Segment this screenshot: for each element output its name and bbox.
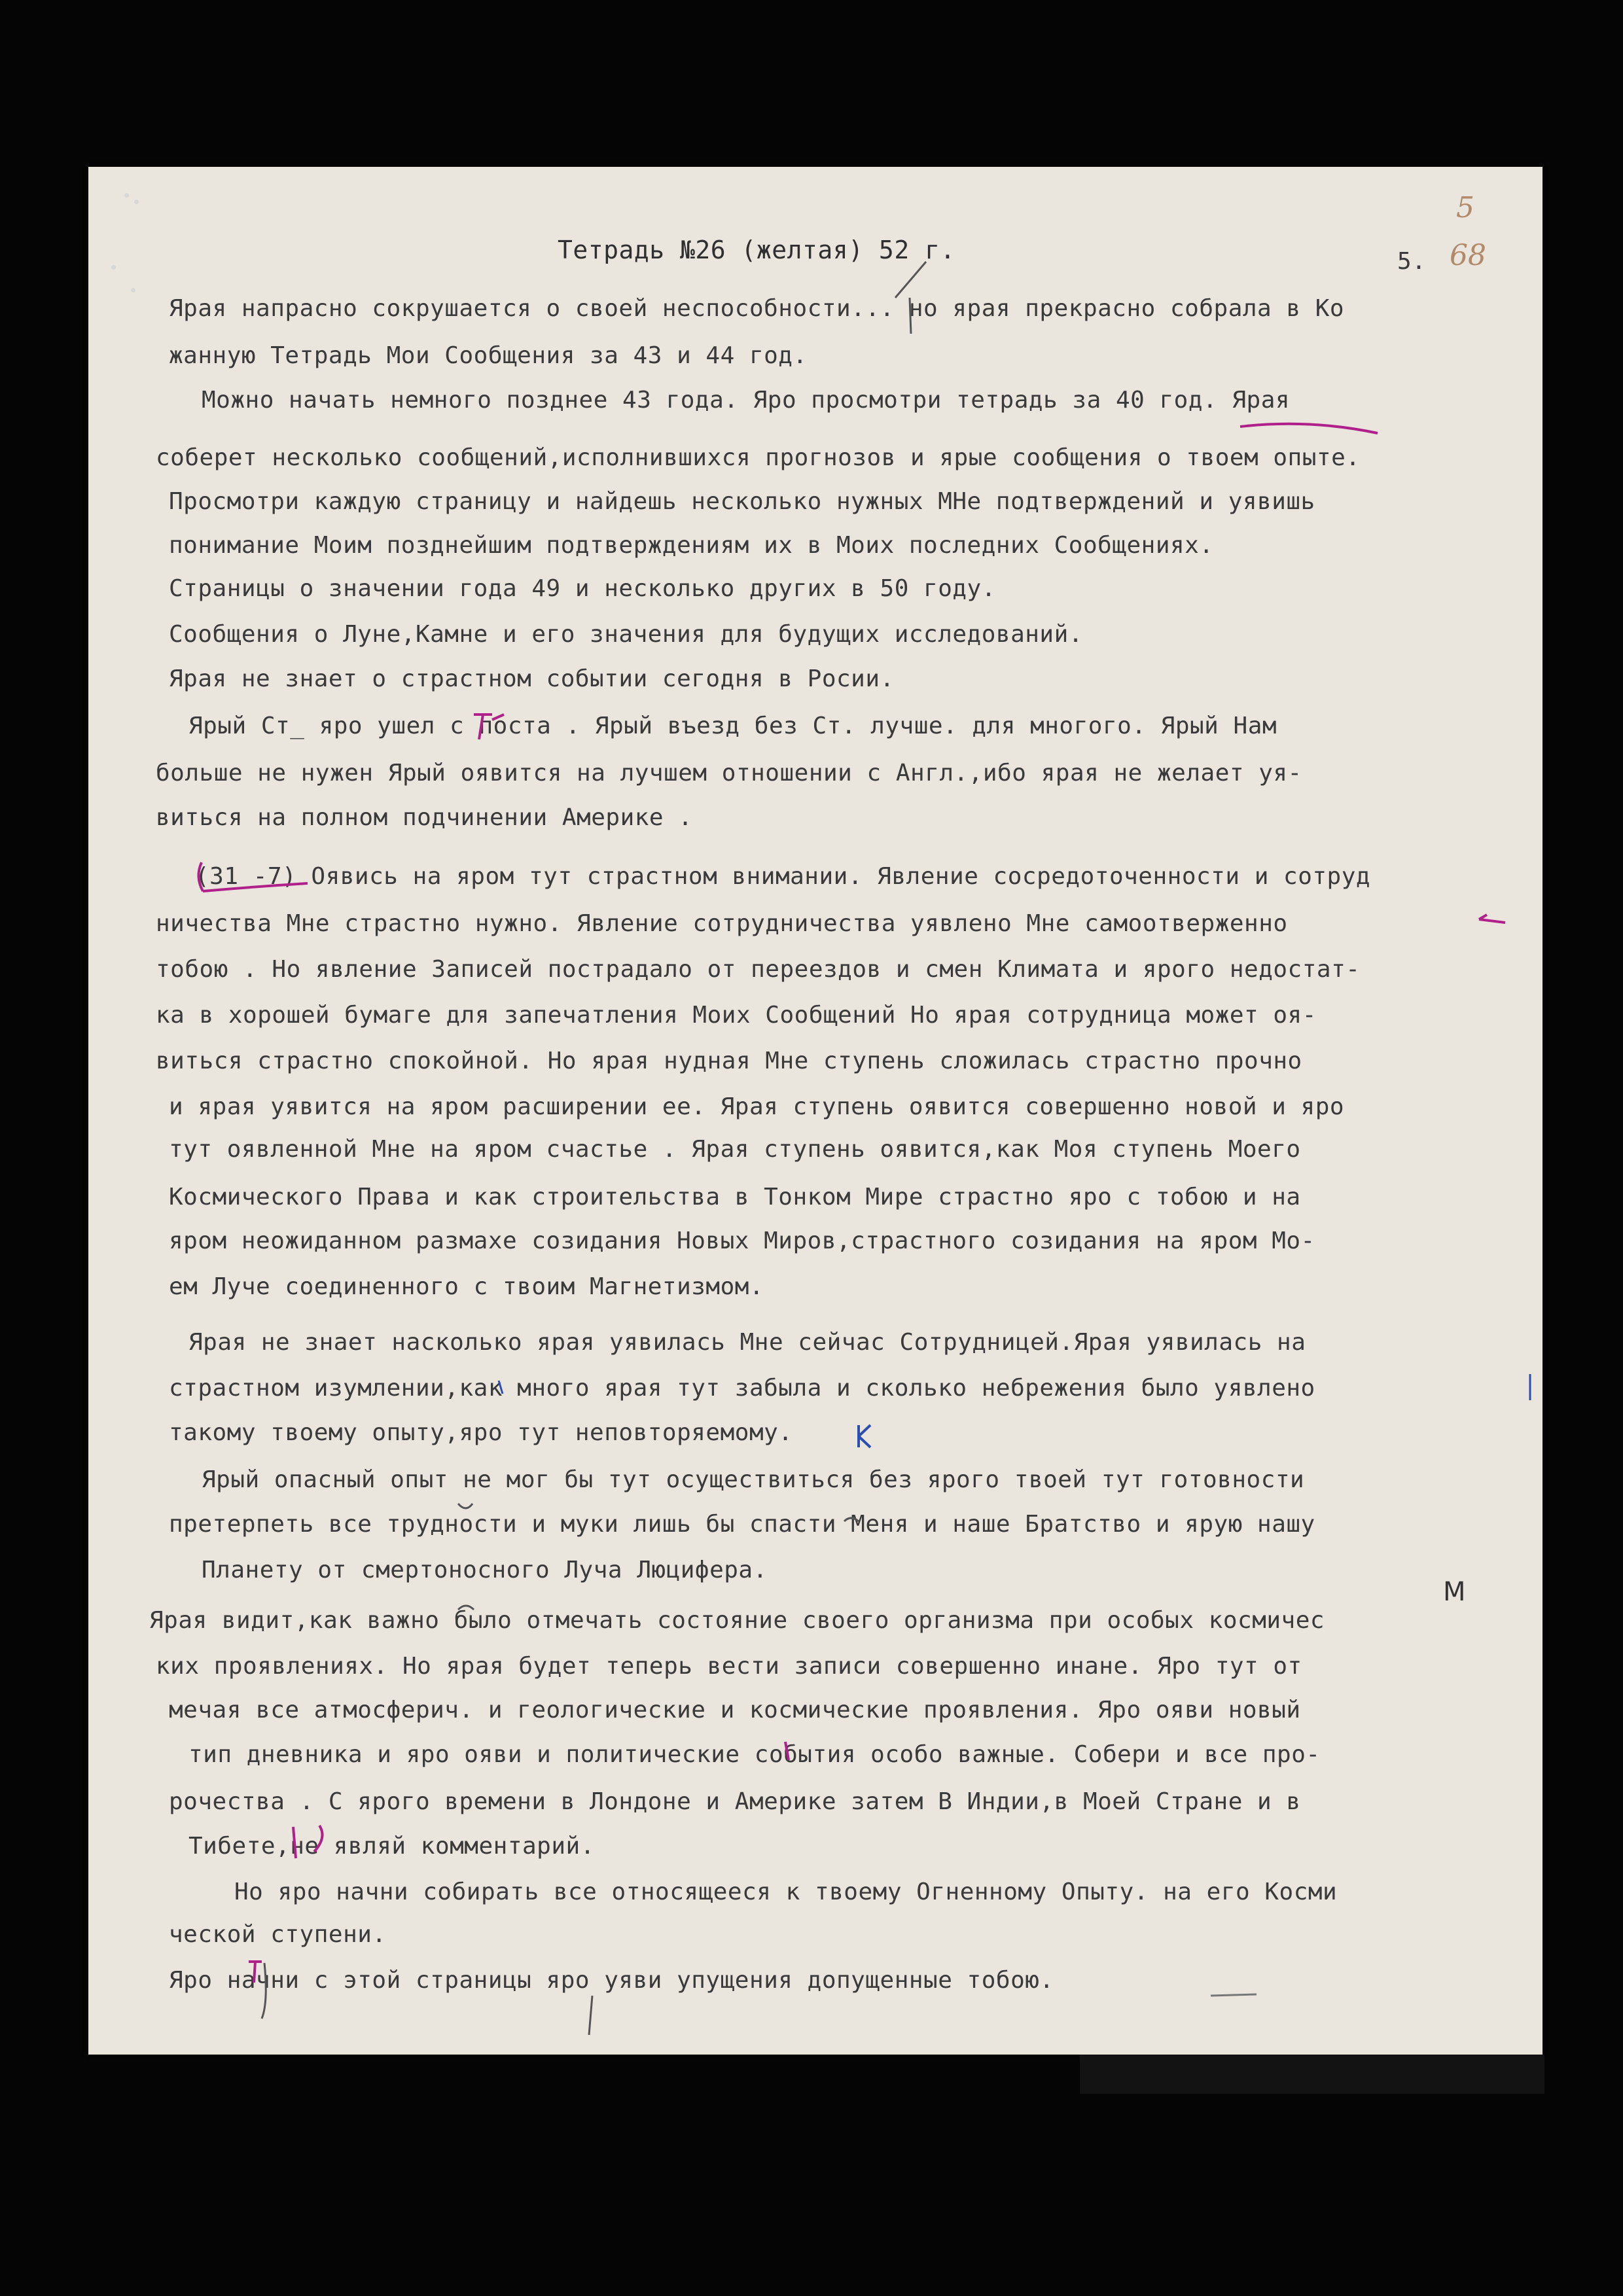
- pencil-check-line37: [262, 1963, 266, 2019]
- magenta-nachni: [249, 1962, 262, 1983]
- text-line-32: тип дневника и яро ояви и политические события особо важные. Собери и все про-: [188, 1741, 1321, 1768]
- text-line-3: Можно начать немного позднее 43 года. Яро просмотри тетрадь за 40 год. Ярая: [202, 387, 1291, 414]
- text-line-37: Яро начни с этой страницы яро уяви упущения допущенные тобою.: [169, 1967, 1054, 1994]
- text-line-16: ка в хорошей бумаге для запечатления Моих Сообщений Но ярая сотрудница может оя-: [156, 1002, 1317, 1029]
- text-line-14: ничества Мне страстно нужно. Явление сотрудничества уявлено Мне самоотверженно: [156, 910, 1288, 937]
- text-line-22: ем Луче соединенного с твоим Магнетизмом.: [169, 1273, 764, 1300]
- text-line-36: ческой ступени.: [169, 1921, 387, 1948]
- archive-number-top: 5: [1456, 191, 1474, 224]
- pencil-hook-line29: [458, 1606, 474, 1610]
- text-line-11: больше не нужен Ярый оявится на лучшем отношении с Англ.,ибо ярая не желает уя-: [156, 760, 1302, 786]
- pencil-slash-title: [895, 262, 926, 298]
- text-line-2: жанную Тетрадь Мои Сообщения за 43 и 44 год.: [169, 342, 808, 369]
- pencil-end-dash: [1211, 1994, 1257, 1996]
- text-line-1: Ярая напрасно сокрушается о своей неспособности... но ярая прекрасно собрала в Ко: [169, 295, 1345, 322]
- text-line-9: Ярая не знает о страстном событии сегодня в Росии.: [169, 665, 895, 692]
- text-line-15: тобою . Но явление Записей пострадало от переездов и смен Климата и ярого недостат-: [156, 956, 1361, 983]
- text-line-29: Ярая видит,как важно было отмечать состояние своего организма при особых космичес: [149, 1607, 1325, 1634]
- pencil-hook-line32: [844, 1518, 859, 1521]
- margin-letter: М: [1443, 1577, 1466, 1607]
- text-line-4: соберет несколько сообщений,исполнившихся прогнозов и ярые сообщения о твоем опыте.: [156, 444, 1361, 471]
- text-line-26: Ярый опасный опыт не мог бы тут осуществиться без ярого твоей тут готовности: [202, 1466, 1305, 1493]
- text-line-21: яром неожиданном размахе созидания Новых Миров,страстного созидания на яром Мо-: [169, 1227, 1315, 1254]
- archive-number-bottom: 68: [1450, 239, 1486, 272]
- text-line-23: Ярая не знает насколько ярая уявилась Мне сейчас Сотрудницей.Ярая уявилась на: [188, 1329, 1306, 1356]
- magenta-ne-line34: [293, 1826, 323, 1858]
- text-line-6: понимание Моим позднейшим подтверждениям их в Моих последних Сообщениях.: [169, 532, 1214, 559]
- text-line-34: Тибете,не являй комментарий.: [188, 1833, 595, 1860]
- text-line-13: (31 -7) Оявись на яром тут страстном внимании. Явление сосредоточенности и сотруд: [195, 863, 1371, 890]
- text-line-17: виться страстно спокойной. Но ярая нудная Мне ступень сложилась страстно прочно: [156, 1048, 1302, 1074]
- text-line-7: Страницы о значении года 49 и несколько других в 50 году.: [169, 575, 996, 602]
- magenta-underline-40-god: [1240, 424, 1378, 433]
- text-line-27: претерпеть все трудности и муки лишь бы спасти Меня и наше Братство и ярую нашу: [169, 1511, 1315, 1538]
- document-title: Тетрадь №26 (желтая) 52 г.: [558, 236, 955, 264]
- text-line-10: Ярый Ст_ яро ушел с поста . Ярый въезд без Ст. лучше. для многого. Ярый Нам: [188, 713, 1277, 739]
- text-line-24: страстном изумлении,как много ярая тут забыла и сколько небрежения было уявлено: [169, 1375, 1315, 1402]
- text-line-19: тут оявленной Мне на яром счастье . Ярая ступень оявится,как Моя ступень Моего: [169, 1136, 1301, 1163]
- text-line-31: мечая все атмосферич. и геологические и космические проявления. Яро ояви новый: [169, 1697, 1301, 1723]
- pencil-tick-line1: [910, 298, 911, 334]
- text-line-33: рочества . С ярого времени в Лондоне и Америке затем В Индии,в Моей Стране и в: [169, 1788, 1301, 1815]
- text-line-18: и ярая уявится на яром расширении ее. Ярая ступень оявится совершенно новой и яро: [169, 1093, 1345, 1120]
- pencil-cut-trudnosti: [458, 1504, 473, 1508]
- magenta-bracket-31-7: [198, 862, 203, 891]
- text-line-8: Сообщения о Луне,Камне и его значения для будущих исследований.: [169, 621, 1083, 648]
- magenta-i-line32: [785, 1742, 789, 1760]
- text-line-12: виться на полном подчинении Америке .: [156, 804, 693, 831]
- text-line-28: Планету от смертоносного Луча Люцифера.: [202, 1557, 768, 1583]
- page-number: 5.: [1397, 248, 1427, 275]
- text-line-5: Просмотри каждую страницу и найдешь несколько нужных МНе подтверждений и уявишь: [169, 488, 1315, 515]
- text-line-30: ких проявлениях. Но ярая будет теперь вести записи совершенно инане. Яро тут от: [156, 1653, 1302, 1680]
- magenta-ushel: [474, 715, 504, 739]
- magenta-arrow-right: [1479, 915, 1505, 923]
- blue-k-mark: [859, 1425, 870, 1447]
- pencil-hook-line37: [589, 1996, 592, 2035]
- text-line-20: Космического Права и как строительства в Тонком Мире страстно яро с тобою и на: [169, 1184, 1301, 1210]
- magenta-underline-31-7: [203, 883, 308, 891]
- blue-tick-line24: [499, 1381, 503, 1394]
- text-line-35: Но яро начни собирать все относящееся к твоему Огненному Опыту. на его Косми: [234, 1879, 1338, 1905]
- text-line-25: такому твоему опыту,яро тут неповторяемому.: [169, 1419, 793, 1446]
